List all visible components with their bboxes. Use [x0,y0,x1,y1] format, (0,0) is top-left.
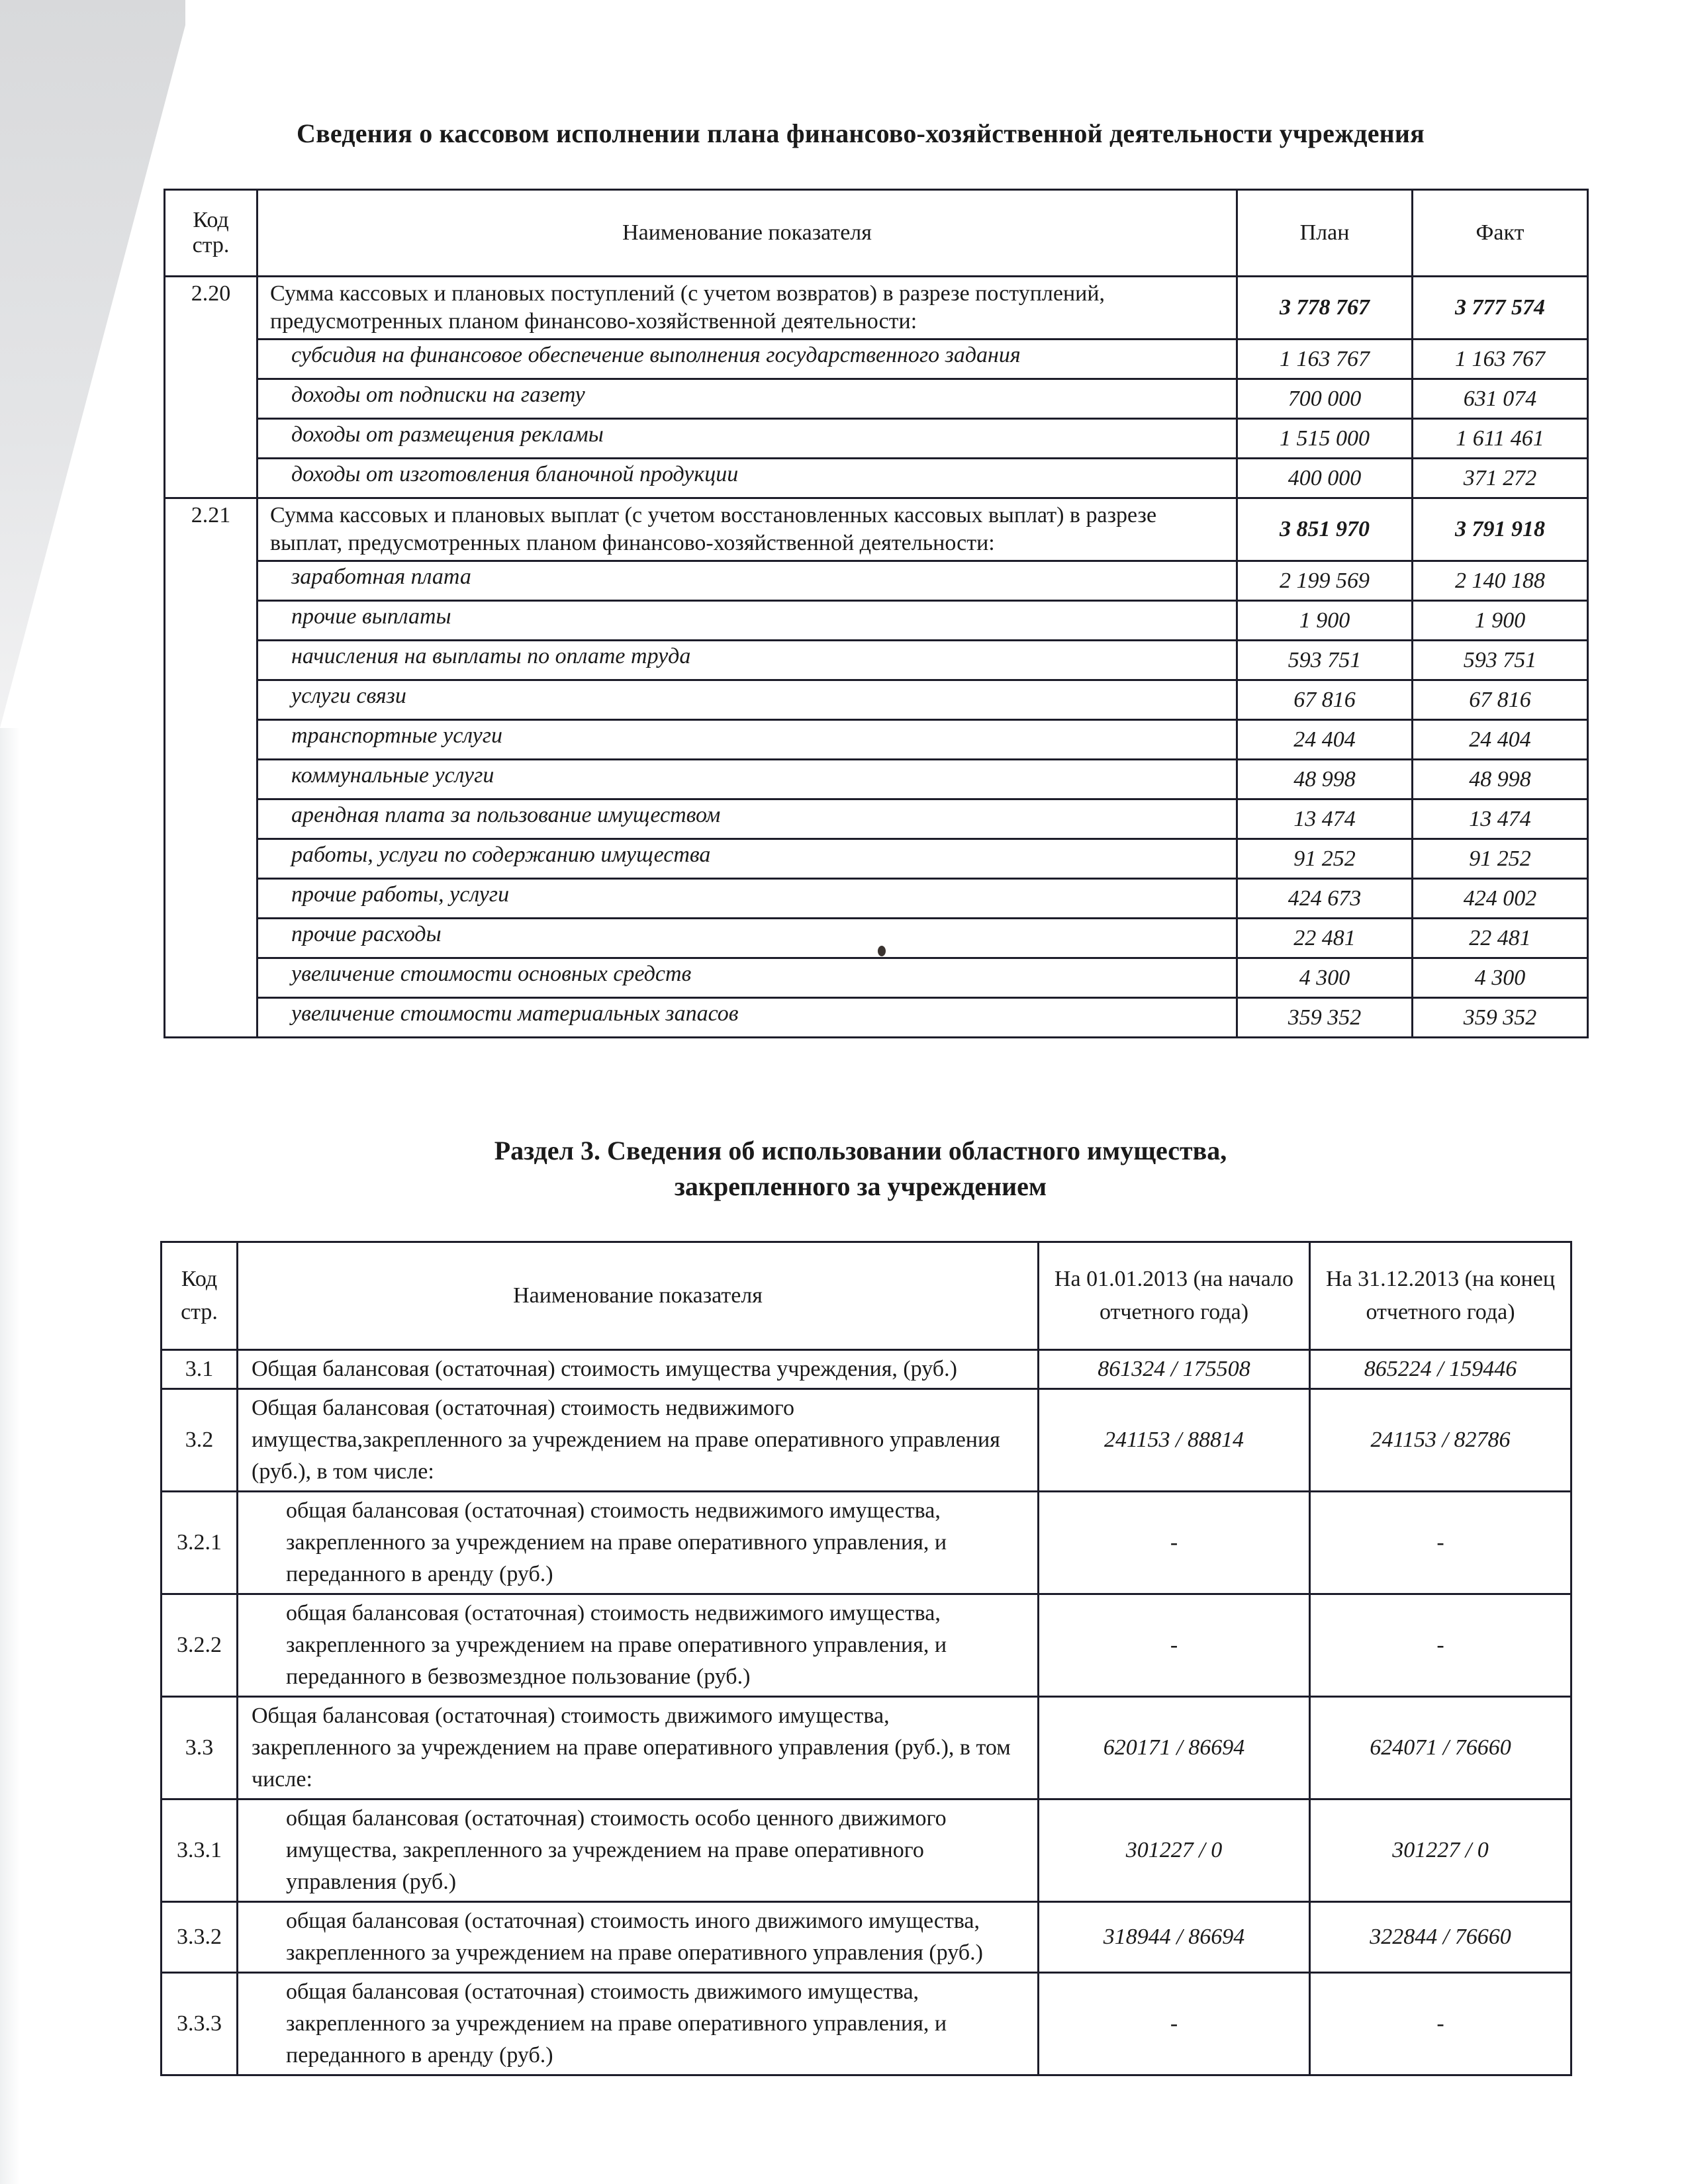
group-row [165,498,1588,561]
table-row [162,1697,1571,1799]
item-name: субсидия на финансовое обеспечение выполнения государственного задания [258,340,1237,379]
row-end-value: 301227 / 0 [1310,1799,1571,1902]
item-name: арендная плата за пользование имуществом [258,799,1237,839]
section3-title-line1: Раздел 3. Сведения об использовании областного имущества, [494,1136,1227,1165]
item-row [165,879,1588,919]
item-name: транспортные услуги [258,720,1237,760]
item-name: прочие расходы [258,919,1237,958]
row-fact: 3 791 918 [1413,498,1588,561]
item-row [165,459,1588,498]
row-plan: 3 778 767 [1237,277,1413,340]
row-code: 3.2.2 [162,1594,238,1697]
row-code: 3.1 [162,1350,238,1389]
row-name: Сумма кассовых и плановых поступлений (с учетом возвратов) в разрезе поступлений, предусмотренных планом финансово-хозяйственной деятельности: [258,277,1237,340]
scan-shadow-edge [0,0,185,728]
item-name: начисления на выплаты по оплате труда [258,641,1237,680]
item-name: коммунальные услуги [258,760,1237,799]
item-row [165,419,1588,459]
row-start-value: 620171 / 86694 [1039,1697,1310,1799]
item-fact: 1 611 461 [1413,419,1588,459]
row-start-value: - [1039,1973,1310,2075]
item-name: доходы от изготовления бланочной продукции [258,459,1237,498]
row-end-value: - [1310,1973,1571,2075]
item-name: прочие выплаты [258,601,1237,641]
row-plan: 3 851 970 [1237,498,1413,561]
item-row [165,641,1588,680]
header-end-date: На 31.12.2013 (на конец отчетного года) [1310,1242,1571,1350]
item-name: заработная плата [258,561,1237,601]
item-row [165,839,1588,879]
scan-shadow-edge-lower [0,728,20,2184]
item-fact: 2 140 188 [1413,561,1588,601]
scan-dust-speck [878,946,886,956]
item-name: прочие работы, услуги [258,879,1237,919]
item-plan: 91 252 [1237,839,1413,879]
item-fact: 91 252 [1413,839,1588,879]
item-row [165,601,1588,641]
item-plan: 67 816 [1237,680,1413,720]
row-code: 3.2.1 [162,1492,238,1594]
item-fact: 371 272 [1413,459,1588,498]
row-fact: 3 777 574 [1413,277,1588,340]
row-code: 3.3 [162,1697,238,1799]
item-name: увеличение стоимости основных средств [258,958,1237,998]
row-end-value: 624071 / 76660 [1310,1697,1571,1799]
item-fact: 67 816 [1413,680,1588,720]
row-end-value: 322844 / 76660 [1310,1902,1571,1973]
header-fact: Факт [1413,190,1588,277]
item-plan: 1 515 000 [1237,419,1413,459]
header-start-date: На 01.01.2013 (на начало отчетного года) [1039,1242,1310,1350]
section1-title: Сведения о кассовом исполнении плана финансово-хозяйственной деятельности учреждения [296,118,1425,148]
item-fact: 24 404 [1413,720,1588,760]
item-name: доходы от подписки на газету [258,379,1237,419]
header-code: Код стр. [162,1242,238,1350]
item-plan: 359 352 [1237,998,1413,1038]
row-code: 3.3.2 [162,1902,238,1973]
table-header-row [165,190,1588,277]
header-plan: План [1237,190,1413,277]
table-row [162,1973,1571,2075]
item-plan: 593 751 [1237,641,1413,680]
item-row [165,340,1588,379]
row-name: Общая балансовая (остаточная) стоимость недвижимого имущества,закрепленного за учреждением на праве оперативного управления (руб.), в том числе: [238,1389,1039,1492]
cash-execution-body [165,277,1588,1038]
table-row [162,1902,1571,1973]
row-name: Общая балансовая (остаточная) стоимость имущества учреждения, (руб.) [238,1350,1039,1389]
property-usage-table [160,1241,1572,2076]
section3-title-line2: закрепленного за учреждением [674,1171,1047,1201]
row-code: 2.20 [165,277,258,498]
item-fact: 424 002 [1413,879,1588,919]
row-end-value: - [1310,1492,1571,1594]
item-name: увеличение стоимости материальных запасов [258,998,1237,1038]
group-row [165,277,1588,340]
table-row [162,1389,1571,1492]
row-start-value: 318944 / 86694 [1039,1902,1310,1973]
item-plan: 2 199 569 [1237,561,1413,601]
item-fact: 593 751 [1413,641,1588,680]
item-plan: 1 900 [1237,601,1413,641]
row-start-value: 861324 / 175508 [1039,1350,1310,1389]
table-header-row [162,1242,1571,1350]
item-name: услуги связи [258,680,1237,720]
table-row [162,1350,1571,1389]
item-plan: 24 404 [1237,720,1413,760]
item-plan: 13 474 [1237,799,1413,839]
item-name: работы, услуги по содержанию имущества [258,839,1237,879]
header-code: Код стр. [165,190,258,277]
item-plan: 4 300 [1237,958,1413,998]
item-fact: 359 352 [1413,998,1588,1038]
item-fact: 48 998 [1413,760,1588,799]
item-row [165,958,1588,998]
row-name: общая балансовая (остаточная) стоимость движимого имущества, закрепленного за учреждением на праве оперативного управления, и переданного в аренду (руб.) [238,1973,1039,2075]
item-row [165,680,1588,720]
item-fact: 1 900 [1413,601,1588,641]
row-name: общая балансовая (остаточная) стоимость особо ценного движимого имущества, закрепленного за учреждением на праве оперативного управления (руб.) [238,1799,1039,1902]
item-row [165,919,1588,958]
row-code: 2.21 [165,498,258,1038]
row-name: Сумма кассовых и плановых выплат (с учетом восстановленных кассовых выплат) в разрезе выплат, предусмотренных планом финансово-хозяйственной деятельности: [258,498,1237,561]
row-name: Общая балансовая (остаточная) стоимость движимого имущества, закрепленного за учреждением на праве оперативного управления (руб.), в том числе: [238,1697,1039,1799]
item-plan: 22 481 [1237,919,1413,958]
row-start-value: - [1039,1594,1310,1697]
table-row [162,1492,1571,1594]
row-code: 3.3.3 [162,1973,238,2075]
row-end-value: - [1310,1594,1571,1697]
row-start-value: 241153 / 88814 [1039,1389,1310,1492]
item-row [165,561,1588,601]
item-row [165,760,1588,799]
section3-title [331,1133,1390,1205]
header-name: Наименование показателя [258,190,1237,277]
table-row [162,1594,1571,1697]
cash-execution-table [164,189,1589,1038]
item-fact: 22 481 [1413,919,1588,958]
item-plan: 424 673 [1237,879,1413,919]
row-name: общая балансовая (остаточная) стоимость недвижимого имущества, закрепленного за учреждением на праве оперативного управления, и переданного в безвозмездное пользование (руб.) [238,1594,1039,1697]
row-code: 3.3.1 [162,1799,238,1902]
row-code: 3.2 [162,1389,238,1492]
property-usage-body [162,1350,1571,2075]
row-end-value: 865224 / 159446 [1310,1350,1571,1389]
item-name: доходы от размещения рекламы [258,419,1237,459]
item-row [165,799,1588,839]
item-row [165,720,1588,760]
item-plan: 1 163 767 [1237,340,1413,379]
row-name: общая балансовая (остаточная) стоимость недвижимого имущества, закрепленного за учреждением на праве оперативного управления, и переданного в аренду (руб.) [238,1492,1039,1594]
item-fact: 631 074 [1413,379,1588,419]
item-row [165,998,1588,1038]
item-fact: 4 300 [1413,958,1588,998]
header-name: Наименование показателя [238,1242,1039,1350]
item-row [165,379,1588,419]
item-fact: 13 474 [1413,799,1588,839]
item-plan: 48 998 [1237,760,1413,799]
item-fact: 1 163 767 [1413,340,1588,379]
row-name: общая балансовая (остаточная) стоимость иного движимого имущества, закрепленного за учреждением на праве оперативного управления (руб.) [238,1902,1039,1973]
table-row [162,1799,1571,1902]
row-start-value: - [1039,1492,1310,1594]
item-plan: 400 000 [1237,459,1413,498]
item-plan: 700 000 [1237,379,1413,419]
row-end-value: 241153 / 82786 [1310,1389,1571,1492]
row-start-value: 301227 / 0 [1039,1799,1310,1902]
